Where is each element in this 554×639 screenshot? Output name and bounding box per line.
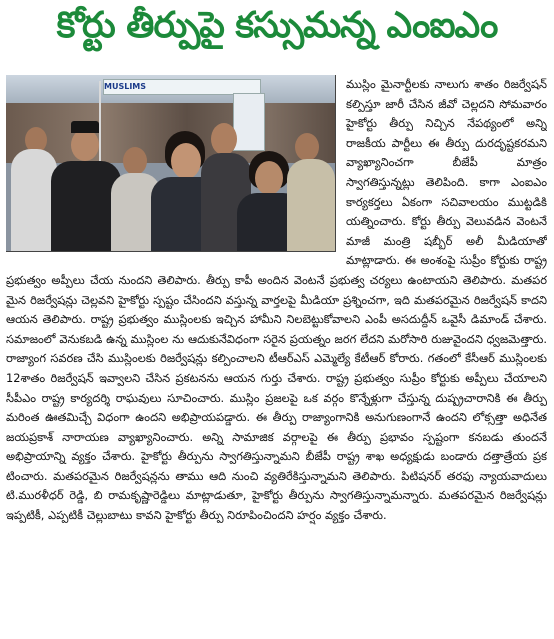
photo-person [211,123,237,155]
photo-person-in-cap [71,129,99,161]
photo-protest-banner: MUSLIMS [103,79,261,95]
article-body [6,75,547,635]
photo-person [287,159,335,251]
photo-person [295,133,319,161]
headline: కోర్టు తీర్పుపై కస్సుమన్న ఎంఐఎం [56,5,498,46]
photo-person [123,147,147,175]
photo-person-center [171,143,201,179]
photo-placard [233,93,265,151]
photo-cap [71,121,99,133]
news-photo [6,75,336,252]
article-text: ముస్లిం మైనార్టీలకు నాలుగు శాతం రిజర్వేషన్ కల్పిస్తూ జారీ చేసిన జీవో చెల్లదని సోమవారం హైకోర్టు తీర్పు నిచ్చిన నేపథ్యంలో అన్ని రాజకీయ పార్టీలు ఈ తీర్పు దురదృష్టకరమని వ్యాఖ్యానించగా బీజేపీ మాత్రం స్వాగతిస్తున్నట్లు తెలిపింది. కాగా ఎంఐఎం కార్యకర్తలు ఏకంగా సచివాలయం ముట్టడికి యత్నించారు. కోర్టు తీర్పు వెలువడిన వెంటనే మాజీ మంత్రి షబ్బీర్ అలీ మీడియాతో మాట్లాడారు. ఈ అంశంపై సుప్రీం కోర్టుకు రాష్ట్ర ప్రభుత్వం అప్పీలు చేయ నుందని తెలిపారు. తీర్పు కాపీ అందిన వెంటనే ప్రభుత్వ చర్యలు ఉంటాయని తెలిపారు. మతపర మైన రిజర్వేషన్లు చెల్లవని హైకోర్టు స్పష్టం చేసిందని వస్తున్న వార్తలపై మీడియా ప్రశ్నించగా, ఇది మతపరమైన రిజర్వేషన్ కాదని ఆయన తెలిపారు. రాష్ట్ర ప్రభుత్వం ముస్లింలకు ఇచ్చిన హామీని నిలబెట్టుకోవాలని ఎంపీ అసదుద్దీన్ ఒవైసీ డిమాండ్ చేశారు. సమాజంలో వెనుకబడి ఉన్న ముస్లింల ను ఆదుకునేవిధంగా సరైన ప్రయత్నం జరగ లేదని మరోసారి రుజువైందని ధ్వజమెత్తారు. రాజ్యాంగ సవరణ చేసి ముస్లింలకు రిజర్వేషన్లు కల్పించాలని టీఆర్ఎస్ ఎమ్మెల్యే కేటీఆర్ కోరారు. గతంలో కేసీఆర్ ముస్లింలకు 12శాతం రిజర్వేషన్ ఇవ్వాలని చేసిన ప్రకటనను ఆయన గుర్తు చేశారు. రాష్ట్ర ప్రభుత్వం సుప్రీం కోర్టుకు అప్పీలు చేయాలని సీపీఎం రాష్ట్ర కార్యదర్శి రాఘవులు సూచించారు. ముస్లిం ప్రజలపై ఒక వర్గం కొన్నేళ్లుగా చేస్తున్న దుష్ప్రచారానికి ఈ తీర్పు మరింత ఊతమిచ్చే విధంగా ఉందని అభిప్రాయపడ్డారు. ఈ తీర్పు రాజ్యాంగానికి అనుగుణంగానే ఉందని లోక్సత్తా అధినేత జయప్రకాశ్ నారాయణ వ్యాఖ్యానించారు. అన్ని సామాజిక వర్గాలపై ఈ తీర్పు ప్రభావం స్పష్టంగా కనబడు తుందనే అభిప్రాయాన్ని వ్యక్తం చేశారు. హైకోర్టు తీర్పును స్వాగతిస్తున్నామని బీజేపీ రాష్ట్ర శాఖ అధ్యక్షుడు బండారు దత్తాత్రేయ ప్రక టించారు. మతపరమైన రిజర్వేషన్లను తాము ఆది నుంచి వ్యతిరేకిస్తున్నామని తెలిపారు. పిటిషనర్ తరఫు న్యాయవాదులు టి.మురళీధర్ రెడ్డి, బి రామకృష్ణారెడ్డిలు మాట్లాడుతూ, హైకోర్టు తీర్పును స్వాగతిస్తున్నామన్నారు. మతపరమైన రిజర్వేషన్లు ఇప్పటికీ, ఎప్పటికీ చెల్లుబాటు కావని హైకోర్టు తీర్పు నిరూపించిందని హర్షం వ్యక్తం చేశారు. [6,77,547,523]
photo-person [255,161,283,195]
